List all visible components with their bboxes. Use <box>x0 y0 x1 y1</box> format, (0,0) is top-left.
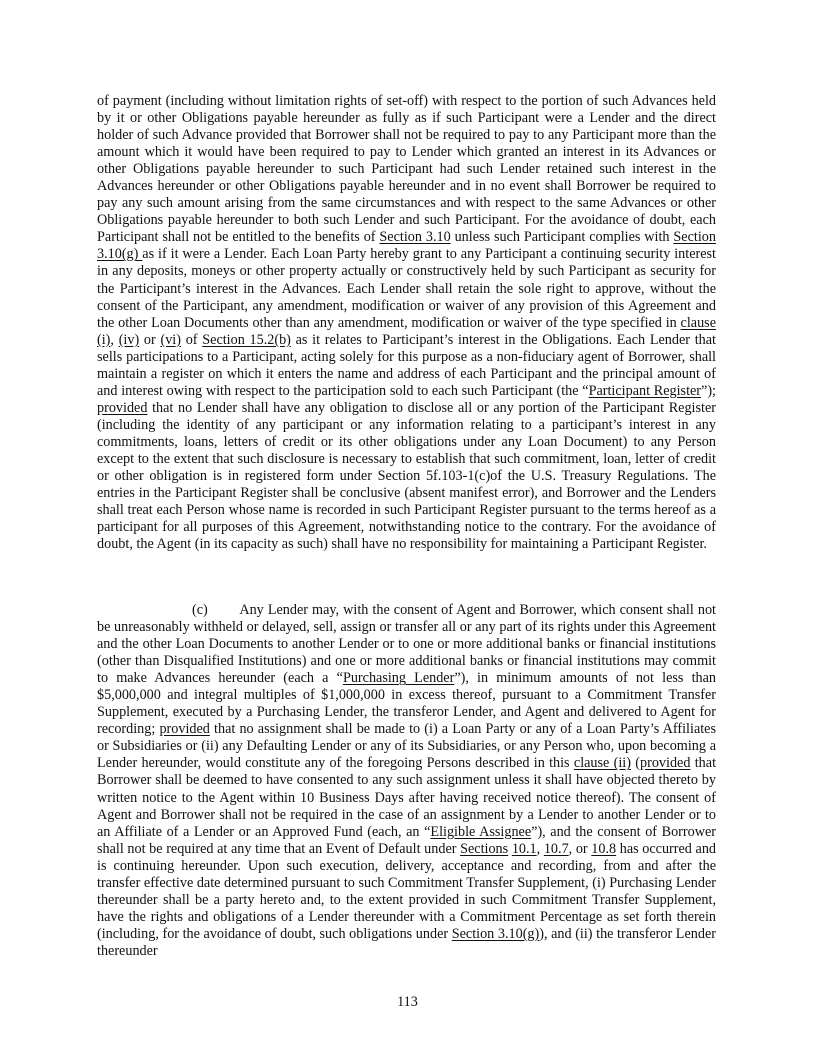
text-run: ”), and the consent of Borrower shall not be required at any time that an Event of Default under <box>97 823 716 857</box>
text-run: unless such Participant complies with <box>450 229 674 246</box>
text-run: of payment (including without limitation rights of set-off) with respect to the portion of such Advances held by it or other Obligations payable hereunder as fully as if such Participant were a Lender and the direct holder of such Advance provided that Borrower shall not be required to pay to any Participant more than the amount which it would have been required to pay to Lender which granted an interest in its Advances or other Obligations payable hereunder to such Participant had such Lender retained such interest in the Advances hereunder or other Obligations payable hereunder and in no event shall Borrower be required to pay any such amount arising from the same circumstances and with respect to the same Advances or other Obligations payable hereunder to both such Lender and such Participant. For the avoidance of doubt, each Participant shall not be entitled to the benefits of <box>97 93 716 246</box>
section-reference: Section 15.2(b) <box>202 331 291 348</box>
text-run: ( <box>630 755 640 772</box>
section-reference: Section 3.10(g) <box>451 925 540 942</box>
section-reference: 10.8 <box>591 840 617 857</box>
text-run: that no assignment shall be made to (i) a Loan Party or any of a Loan Party’s Affiliates or Subsidiaries or (ii) any Defaulting Lender or any of its Subsidiaries, or any Person who, upon becoming a Lender hereunder, would constitute any of the foregoing Persons described in this <box>97 721 716 772</box>
text-run: of <box>180 331 203 348</box>
section-reference: Sections <box>460 840 509 857</box>
defined-term: Participant Register <box>588 382 702 399</box>
clause-reference: (iv) <box>118 331 140 348</box>
clause-reference: clause (ii) <box>573 755 631 772</box>
section-reference: 10.7 <box>543 840 569 857</box>
paragraph-assignment-c <box>97 602 720 960</box>
text-run: that no Lender shall have any obligation to disclose all or any portion of the Participant Register (including the identity of any participant or any information relating to a participant’s interest in any commitments, loans, letters of credit or its other obligations under any Loan Document) to any Person except to the extent that such disclosure is necessary to establish that such commitment, loan, letter of credit or other obligation is in registered form under Section 5f.103-1(c)of the U.S. Treasury Regulations. The entries in the Participant Register shall be conclusive (absent manifest error), and Borrower and the Lenders shall treat each Person whose name is recorded in such Participant Register pursuant to the terms hereof as a participant for all purposes of this Agreement, notwithstanding notice to the contrary. For the avoidance of doubt, the Agent (in its capacity as such) shall have no responsibility for maintaining a Participant Register. <box>97 399 716 553</box>
text-run: ), and (ii) the transferor Lender thereunder <box>97 925 716 959</box>
text-run: as if it were a Lender. Each Loan Party hereby grant to any Participant a continuing security interest in any deposits, moneys or other property actually or constructively held by such Participant as security for the Participant’s interest in the Advances. Each Lender shall retain the sole right to approve, without the consent of the Participant, any amendment, modification or waiver of any provision of this Agreement and the other Loan Documents other than any amendment, modification or waiver of the type specified in <box>97 246 716 331</box>
defined-term: provided <box>97 399 148 416</box>
section-reference: 10.1 <box>511 840 537 857</box>
text-run: (c) Any Lender may, with the consent of Agent and Borrower, which consent shall not be unreasonably withheld or delayed, sell, assign or transfer all or any part of its rights under this Agreement and the other Loan Documents to another Lender or to one or more additional banks or financial institutions (other than Disqualified Institutions) and one or more additional banks or financial institutions may commit to make Advances hereunder (each a “ <box>97 602 720 687</box>
paragraph-text <box>97 93 716 553</box>
text-run: , <box>536 840 544 857</box>
clause-reference: (vi) <box>160 331 181 348</box>
defined-term: provided <box>159 721 210 738</box>
section-reference: Section 3.10(g) <box>97 229 716 263</box>
paragraph-participations <box>97 93 716 553</box>
text-run: , or <box>568 840 592 857</box>
text-run: that Borrower shall be deemed to have consented to any such assignment unless it shall have objected thereto by written notice to the Agent within 10 Business Days after having received notice thereof). The consent of Agent and Borrower shall not be required in the case of an assignment by a Lender to another Lender or to an Affiliate of a Lender or an Approved Fund (each, an “ <box>97 755 717 840</box>
text-run: has occurred and is continuing hereunder. Upon such execution, delivery, acceptance and recording, from and after the transfer effective date determined pursuant to such Commitment Transfer Supplement, (i) Purchasing Lender thereunder shall be a party hereto and, to the extent provided in such Commitment Transfer Supplement, have the rights and obligations of a Lender thereunder with a Commitment Percentage as set forth therein (including, for the avoidance of doubt, such obligations under <box>97 840 717 942</box>
defined-term: Eligible Assignee <box>430 823 532 840</box>
paragraph-text <box>97 602 720 960</box>
text-run: , <box>110 331 119 348</box>
text-run: as it relates to Participant’s interest in the Obligations. Each Lender that sells participations to a Participant, acting solely for this purpose as a non-fiduciary agent of Borrower, shall maintain a register on which it enters the name and address of each Participant and the principal amount of and interest owing with respect to the participation sold to each such Participant (the “ <box>97 331 716 399</box>
clause-reference: clause (i) <box>97 314 716 348</box>
text-run: ”), in minimum amounts of not less than $5,000,000 and integral multiples of $1,000,000 in excess thereof, pursuant to a Commitment Transfer Supplement, executed by a Purchasing Lender, the transferor Lender, and Agent and delivered to Agent for recording; <box>97 670 716 738</box>
defined-term: Purchasing Lender <box>342 670 455 687</box>
page-number: 113 <box>397 994 418 1010</box>
text-run: or <box>139 331 161 348</box>
section-reference: Section 3.10 <box>379 229 451 246</box>
text-run: ”); <box>701 382 716 399</box>
defined-term: provided <box>640 755 691 772</box>
